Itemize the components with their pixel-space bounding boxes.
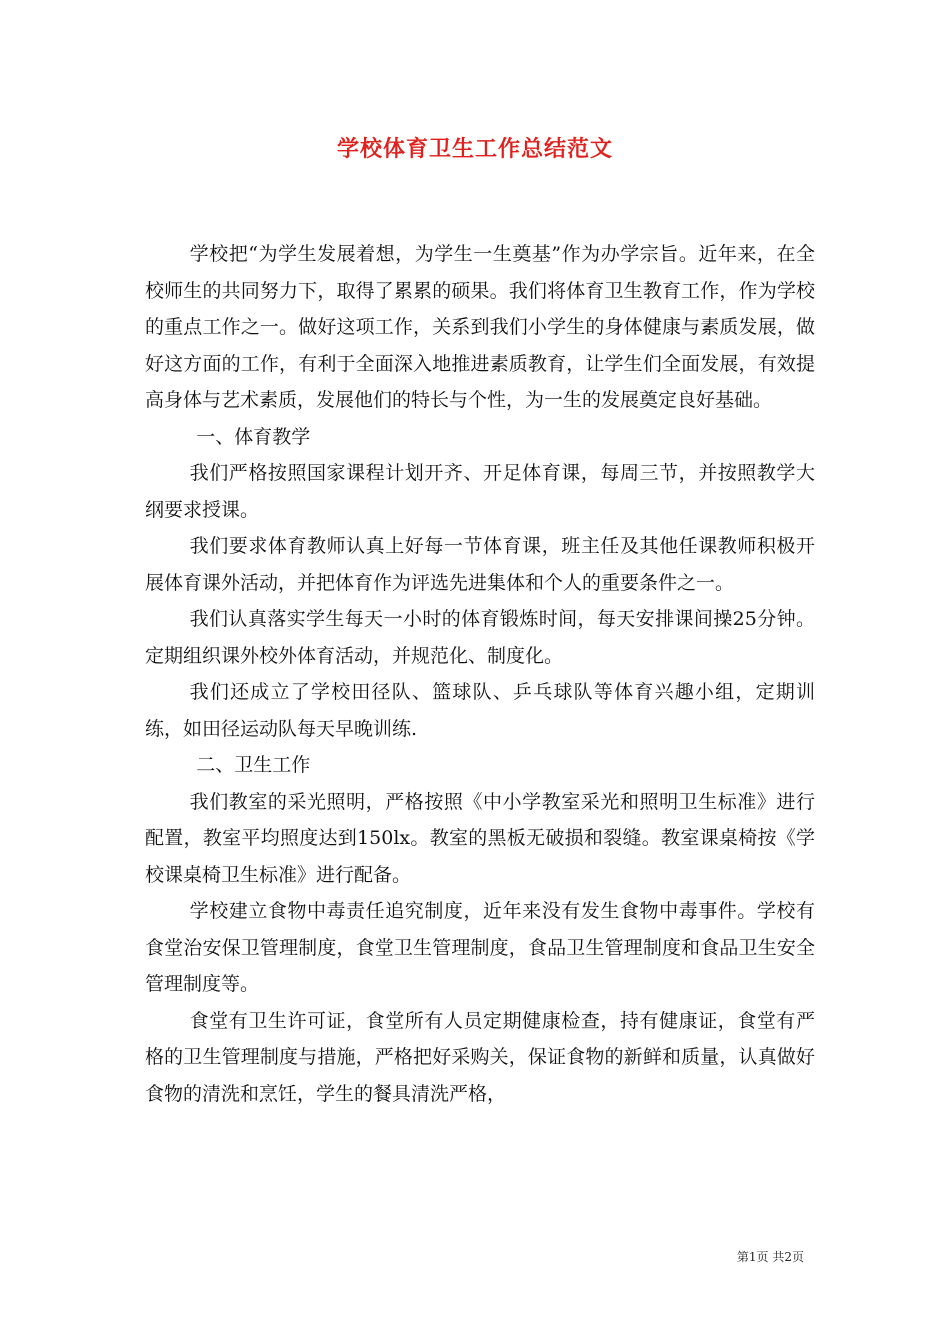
- document-body: [145, 236, 815, 1112]
- section-heading: 二、卫生工作: [196, 754, 311, 776]
- paragraph: 我们还成立了学校田径队、篮球队、乒乓球队等体育兴趣小组，定期训练，如田径运动队每天早晚训练.: [145, 681, 815, 740]
- document-title: 学校体育卫生工作总结范文: [336, 136, 613, 162]
- paragraph: 食堂有卫生许可证，食堂所有人员定期健康检查，持有健康证，食堂有严格的卫生管理制度与措施，严格把好采购关，保证食物的新鲜和质量，认真做好食物的清洗和烹饪，学生的餐具清洗严格，: [145, 1009, 815, 1105]
- paragraph: 我们教室的采光照明，严格按照《中小学教室采光和照明卫生标准》进行配置，教室平均照度达到150lx。教室的黑板无破损和裂缝。教室课桌椅按《学校课桌椅卫生标准》进行配备。: [145, 790, 815, 886]
- page-number: 第1页 共2页: [736, 1250, 804, 1264]
- section-heading: 一、体育教学: [196, 425, 311, 448]
- paragraph: 学校建立食物中毒责任追究制度，近年来没有发生食物中毒事件。学校有食堂治安保卫管理制度，食堂卫生管理制度，食品卫生管理制度和食品卫生安全管理制度等。: [145, 900, 815, 995]
- paragraph: 我们严格按照国家课程计划开齐、开足体育课，每周三节，并按照教学大纲要求授课。: [145, 462, 815, 521]
- paragraph: 我们要求体育教师认真上好每一节体育课，班主任及其他任课教师积极开展体育课外活动，并把体育作为评选先进集体和个人的重要条件之一。: [145, 535, 815, 594]
- paragraph: 学校把“为学生发展着想，为学生一生奠基”作为办学宗旨。近年来，在全校师生的共同努力下，取得了累累的硕果。我们将体育卫生教育工作，作为学校的重点工作之一。做好这项工作，关系到我们小学生的身体健康与素质发展，做好这方面的工作，有利于全面深入地推进素质教育，让学生们全面发展，有效提高身体与艺术素质，发展他们的特长与个性，为一生的发展奠定良好基础。: [145, 243, 815, 411]
- paragraph: 我们认真落实学生每天一小时的体育锻炼时间，每天安排课间操25分钟。定期组织课外校外体育活动，并规范化、制度化。: [145, 608, 815, 667]
